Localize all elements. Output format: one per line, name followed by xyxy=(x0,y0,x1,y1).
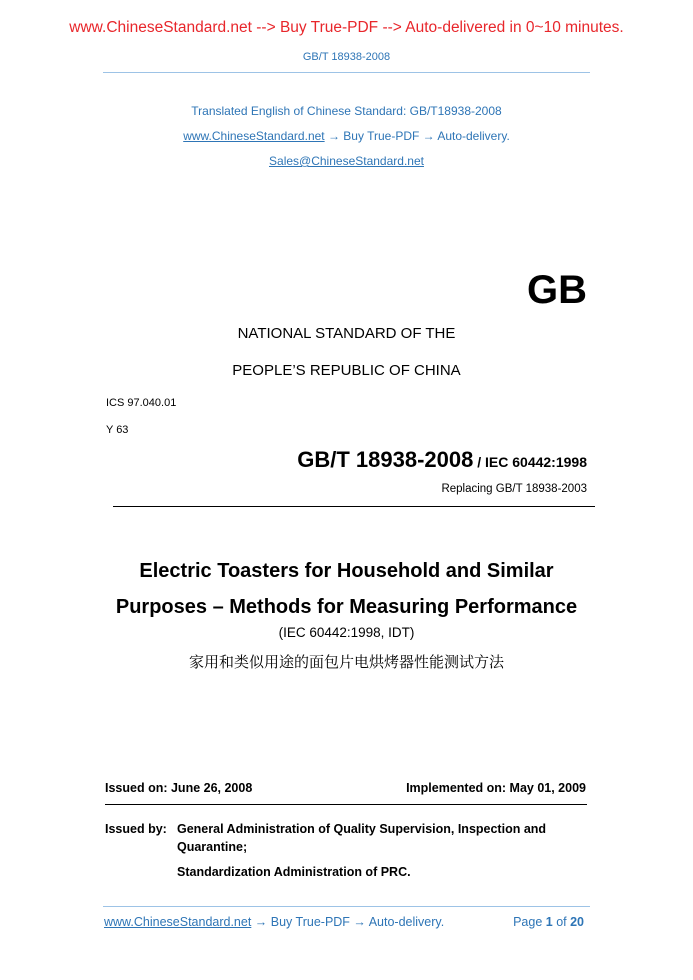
issuer-line3: Standardization Administration of PRC. xyxy=(177,865,411,879)
header-standard-code: GB/T 18938-2008 xyxy=(302,51,391,63)
translation-buy-line xyxy=(0,129,693,143)
iec-number: / IEC 60442:1998 xyxy=(473,454,587,470)
issued-by-label: Issued by: xyxy=(105,822,167,836)
email-link[interactable]: Sales@ChineseStandard.net xyxy=(269,154,424,168)
page-total: 20 xyxy=(570,915,584,929)
footer-buy-text: → Buy True-PDF → Auto-delivery. xyxy=(251,915,445,929)
header-divider xyxy=(103,72,590,73)
dates-divider xyxy=(105,804,587,805)
title-line1: Electric Toasters for Household and Similar xyxy=(139,560,554,582)
standard-number-line xyxy=(297,447,587,473)
y-code: Y 63 xyxy=(106,424,129,436)
top-banner-link[interactable]: www.ChineseStandard.net --> Buy True-PDF --> Auto-delivered in 0~10 minutes. xyxy=(69,19,624,36)
issuer-line1: General Administration of Quality Supervision, Inspection and xyxy=(177,822,547,836)
page-current: 1 xyxy=(545,915,553,929)
buy-text: → Buy True-PDF → Auto-delivery. xyxy=(324,129,510,143)
national-standard-line2: PEOPLE’S REPUBLIC OF CHINA xyxy=(232,362,461,379)
national-standard-line1: NATIONAL STANDARD OF THE xyxy=(237,325,456,342)
footer-divider xyxy=(103,906,590,907)
replacing-note: Replacing GB/T 18938-2003 xyxy=(441,483,587,495)
gb-logo: GB xyxy=(527,268,587,312)
title-chinese: 家用和类似用途的面包片电烘烤器性能测试方法 xyxy=(188,653,504,671)
issuer-line2: Quarantine; xyxy=(177,840,248,854)
standard-divider xyxy=(113,506,595,507)
title-iec-reference: (IEC 60442:1998, IDT) xyxy=(278,625,415,640)
standard-number: GB/T 18938-2008 xyxy=(297,447,474,472)
title-line2: Purposes – Methods for Measuring Performance xyxy=(115,596,578,618)
issued-date: Issued on: June 26, 2008 xyxy=(105,781,253,795)
page-of: of xyxy=(552,915,571,929)
ics-code: ICS 97.040.01 xyxy=(106,397,177,409)
footer-buy-line xyxy=(104,915,444,929)
email-line xyxy=(0,154,693,168)
footer-site-link[interactable]: www.ChineseStandard.net xyxy=(104,915,252,929)
page-label: Page xyxy=(513,915,546,929)
translation-note: Translated English of Chinese Standard: GB/T18938-2008 xyxy=(191,104,502,118)
implemented-date: Implemented on: May 01, 2009 xyxy=(406,781,586,795)
page-number xyxy=(513,915,584,929)
site-link[interactable]: www.ChineseStandard.net xyxy=(183,129,325,143)
